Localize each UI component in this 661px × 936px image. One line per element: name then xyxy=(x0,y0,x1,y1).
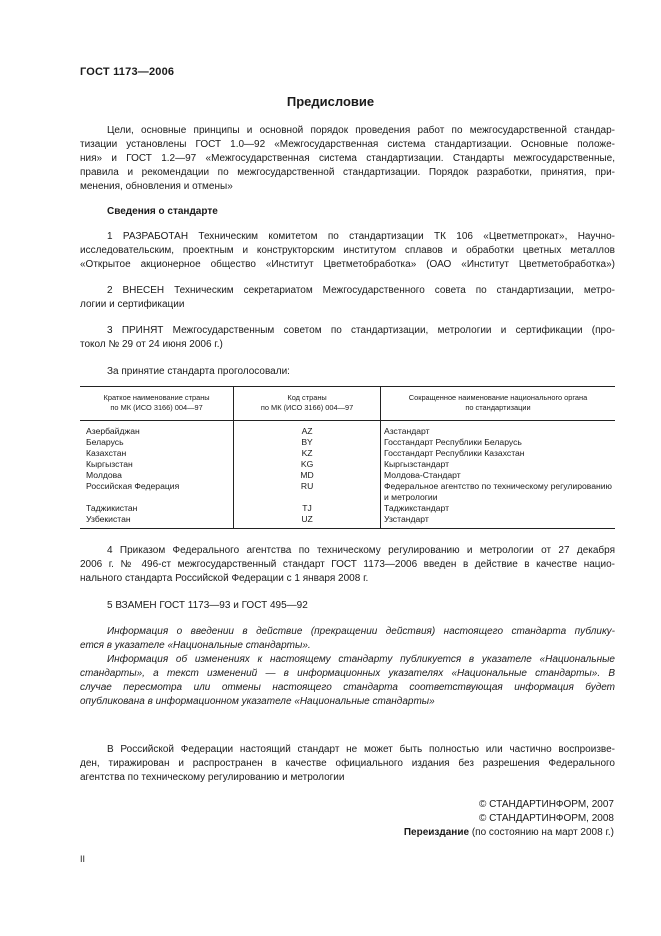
table-row xyxy=(80,459,615,470)
text-line: Цели, основные принципы и основной порядок проведения работ по межгосударственной стандар- xyxy=(107,125,615,136)
table-row xyxy=(80,503,615,514)
intro-paragraph xyxy=(80,124,615,194)
country-cell: Казахстан xyxy=(86,448,127,458)
copyright-block xyxy=(404,798,614,840)
table-row xyxy=(80,448,615,459)
country-cell: Азербайджан xyxy=(86,426,140,436)
text-line: логии и сертификации xyxy=(80,299,185,310)
body-line: Федеральное агентство по техническому регулированию xyxy=(383,481,612,491)
code-cell: KG xyxy=(234,459,381,470)
header-line: по стандартизации xyxy=(465,403,531,412)
table-row xyxy=(80,514,615,529)
table-row xyxy=(80,437,615,448)
reissue-line xyxy=(404,826,614,840)
body-cell: Госстандарт Республики Беларусь xyxy=(383,437,522,447)
table-row xyxy=(80,470,615,481)
text-line: «Открытое акционерное общество «Институт Цветметобработка» (ОАО «Институт Цветметобработка») xyxy=(80,259,615,270)
text-line: опубликована в информационном указателе «Национальные стандарты» xyxy=(80,696,435,707)
text-line: правила и рекомендации по межгосударственной стандартизации. Порядок разработки, принятия, при- xyxy=(80,167,615,178)
body-cell: Молдова-Стандарт xyxy=(383,470,461,480)
text-line: стандарты», а текст изменений — в информационных указателях «Национальные стандарты». В xyxy=(80,668,615,679)
text-line: менения, обновления и отмены» xyxy=(80,181,233,192)
body-line: и метрологии xyxy=(383,492,438,502)
text-line: Информация об изменениях к настоящему стандарту публикуется в указателе «Национальные xyxy=(107,654,615,665)
text-line: 3 ПРИНЯТ Межгосударственным советом по стандартизации, метрологии и сертификации (про- xyxy=(107,325,615,336)
item-2-paragraph xyxy=(80,284,615,312)
header-line: Код страны xyxy=(287,393,327,402)
page-number: II xyxy=(80,854,86,864)
code-cell: TJ xyxy=(234,503,381,514)
reissue-note: (по состоянию на март 2008 г.) xyxy=(469,827,614,838)
item-4-paragraph xyxy=(80,544,615,586)
code-cell: KZ xyxy=(234,448,381,459)
code-cell: RU xyxy=(234,481,381,503)
text-line: ния» и ГОСТ 1.2—97 «Межгосударственная система стандартизации. Стандарты межгосударственные, xyxy=(80,153,615,164)
code-cell: MD xyxy=(234,470,381,481)
table-row xyxy=(80,421,615,438)
item-3-paragraph xyxy=(80,324,615,352)
copyright-line: © СТАНДАРТИНФОРМ, 2007 xyxy=(479,799,614,810)
text-line: ется в указателе «Национальные стандарты». xyxy=(80,640,311,651)
text-line: Информация о введении в действие (прекращении действия) настоящего стандарта публику- xyxy=(107,626,615,637)
copyright-line: © СТАНДАРТИНФОРМ, 2008 xyxy=(479,813,614,824)
text-line: 2 ВНЕСЕН Техническим секретариатом Межгосударственного совета по стандартизации, метро- xyxy=(107,285,615,296)
body-cell xyxy=(380,481,615,503)
table-row xyxy=(80,481,615,503)
body-cell: Азстандарт xyxy=(383,426,430,436)
header-line: по МК (ИСО 3166) 004—97 xyxy=(110,403,203,412)
body-cell: Кыргызстандарт xyxy=(383,459,450,469)
info-changes-paragraph xyxy=(80,653,615,709)
text-line: агентства по техническому регулированию и метрологии xyxy=(80,772,345,783)
reissue-label: Переиздание xyxy=(403,827,470,838)
header-line: Краткое наименование страны xyxy=(103,393,210,402)
header-code xyxy=(234,387,381,421)
item-1-paragraph xyxy=(80,230,615,272)
voted-intro xyxy=(80,365,615,379)
country-cell: Кыргызстан xyxy=(86,459,133,469)
code-cell: UZ xyxy=(234,514,381,529)
header-country xyxy=(80,387,234,421)
voting-states-table xyxy=(80,386,615,529)
code-cell: BY xyxy=(234,437,381,448)
item-5-paragraph xyxy=(80,599,615,613)
page-title: Предисловие xyxy=(286,94,375,109)
table-header-row xyxy=(80,387,615,421)
text-line: За принятие стандарта проголосовали: xyxy=(107,366,290,377)
text-line: исследовательским, проектным и конструкторским институтом сплавов и обработки цветных металлов xyxy=(80,245,615,256)
section-heading xyxy=(80,205,615,219)
rights-paragraph xyxy=(80,743,615,785)
body-cell: Госстандарт Республики Казахстан xyxy=(383,448,525,458)
section-heading-text: Сведения о стандарте xyxy=(107,206,218,217)
country-cell: Таджикистан xyxy=(86,503,138,513)
text-line: 2006 г. № 496-ст межгосударственный стандарт ГОСТ 1173—2006 введен в действие в качестве нацио- xyxy=(80,559,615,570)
header-national-body xyxy=(380,387,615,421)
country-cell: Беларусь xyxy=(86,437,124,447)
text-line: случае пересмотра или отмены настоящего стандарта соответствующая информация будет xyxy=(80,682,615,693)
header-line: Сокращенное наименование национального органа xyxy=(408,393,588,402)
text-line: 5 ВЗАМЕН ГОСТ 1173—93 и ГОСТ 495—92 xyxy=(107,600,308,611)
text-line: 1 РАЗРАБОТАН Техническим комитетом по стандартизации ТК 106 «Цветметпрокат», Научно- xyxy=(107,231,615,242)
text-line: ден, тиражирован и распространен в качестве официального издания без разрешения Федерального xyxy=(80,758,615,769)
header-line: по МК (ИСО 3166) 004—97 xyxy=(260,403,354,412)
body-cell: Таджикстандарт xyxy=(383,503,450,513)
text-line: 4 Приказом Федерального агентства по техническому регулированию и метрологии от 27 декабря xyxy=(107,545,615,556)
text-line: В Российской Федерации настоящий стандарт не может быть полностью или частично воспроизве- xyxy=(107,744,615,755)
text-line: тизации установлены ГОСТ 1.0—92 «Межгосударственная система стандартизации. Основные положе- xyxy=(80,139,615,150)
code-cell: AZ xyxy=(234,421,381,438)
info-publication-paragraph xyxy=(80,625,615,653)
text-line: нального стандарта Российской Федерации с 1 января 2008 г. xyxy=(80,573,369,584)
country-cell: Российская Федерация xyxy=(86,481,180,491)
text-line: токол № 29 от 24 июня 2006 г.) xyxy=(80,339,223,350)
body-cell: Узстандарт xyxy=(380,514,615,529)
country-cell: Молдова xyxy=(86,470,122,480)
country-cell: Узбекистан xyxy=(80,514,234,529)
standard-header: ГОСТ 1173—2006 xyxy=(80,66,175,78)
